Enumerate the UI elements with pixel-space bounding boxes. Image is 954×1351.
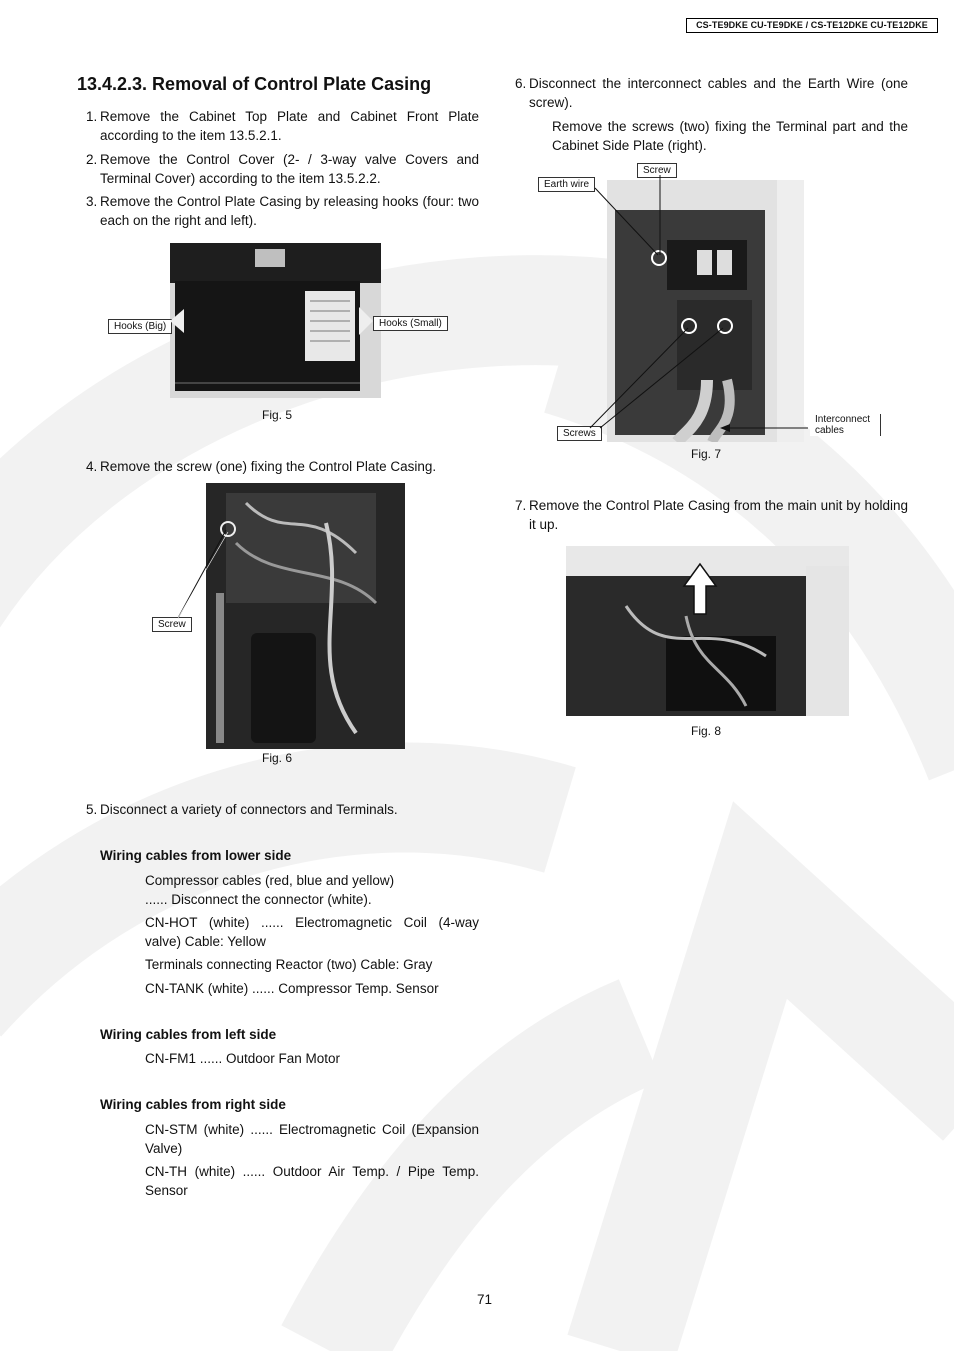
- fig8-photo: [566, 546, 849, 716]
- fig7-label-earth-wire: Earth wire: [538, 177, 595, 192]
- wiring-right-title: Wiring cables from right side: [100, 1097, 286, 1112]
- wiring-lower-item-1: Compressor cables (red, blue and yellow): [145, 873, 395, 888]
- fig7-label-screw: Screw: [637, 163, 677, 178]
- fig6-label-screw: Screw: [152, 617, 192, 632]
- step-4: 4. Remove the screw (one) fixing the Control Plate Casing.: [86, 459, 437, 474]
- step-2: 2. Remove the Control Cover (2- / 3-way valve Covers and Terminal Cover) according to the item 13.5.2.2.: [86, 152, 479, 186]
- wiring-left-title: Wiring cables from left side: [100, 1027, 277, 1042]
- fig6-caption: Fig. 6: [262, 751, 293, 765]
- wiring-lower-title: Wiring cables from lower side: [100, 848, 292, 863]
- wiring-right-item-1: CN-STM (white) ...... Electromagnetic Coil (Expansion Valve): [145, 1122, 479, 1156]
- fig5-label-hooks-small: Hooks (Small): [373, 316, 448, 331]
- step-7: 7. Remove the Control Plate Casing from the main unit by holding it up.: [515, 498, 908, 532]
- wiring-lower-item-2: ...... Disconnect the connector (white).: [145, 892, 372, 907]
- fig6-pointer-line: [150, 520, 240, 630]
- step-6-note: Remove the screws (two) fixing the Terminal part and the Cabinet Side Plate (right).: [552, 119, 908, 153]
- page-number: 71: [477, 1292, 493, 1307]
- wiring-lower-item-3: CN-HOT (white) ...... Electromagnetic Coil (4-way valve) Cable: Yellow: [145, 915, 479, 949]
- step-5: 5. Disconnect a variety of connectors and Terminals.: [86, 802, 398, 817]
- fig8-caption: Fig. 8: [691, 724, 722, 738]
- wiring-right-item-2: CN-TH (white) ...... Outdoor Air Temp. / Pipe Temp. Sensor: [145, 1164, 479, 1198]
- fig7-caption: Fig. 7: [691, 447, 722, 461]
- step-1: 1. Remove the Cabinet Top Plate and Cabinet Front Plate according to the item 13.5.2.1.: [86, 109, 479, 143]
- wiring-left-item-1: CN-FM1 ...... Outdoor Fan Motor: [145, 1051, 341, 1066]
- wiring-lower-item-5: CN-TANK (white) ...... Compressor Temp. Sensor: [145, 981, 439, 996]
- wiring-lower-item-4: Terminals connecting Reactor (two) Cable: Gray: [145, 957, 433, 972]
- fig7-label-interconnect-cables: Interconnect cables: [810, 414, 881, 436]
- fig7-label-screws: Screws: [557, 426, 602, 441]
- fig5-pointers: [170, 243, 381, 398]
- fig5-caption: Fig. 5: [262, 408, 293, 422]
- fig5-label-hooks-big: Hooks (Big): [108, 319, 172, 334]
- section-title: 13.4.2.3. Removal of Control Plate Casing: [77, 74, 432, 94]
- fig7-pointer-lines: [530, 160, 880, 450]
- model-header: CS-TE9DKE CU-TE9DKE / CS-TE12DKE CU-TE12DKE: [686, 18, 938, 33]
- step-3: 3. Remove the Control Plate Casing by releasing hooks (four: two each on the right and left).: [86, 194, 479, 228]
- step-6: 6. Disconnect the interconnect cables and the Earth Wire (one screw).: [515, 76, 908, 110]
